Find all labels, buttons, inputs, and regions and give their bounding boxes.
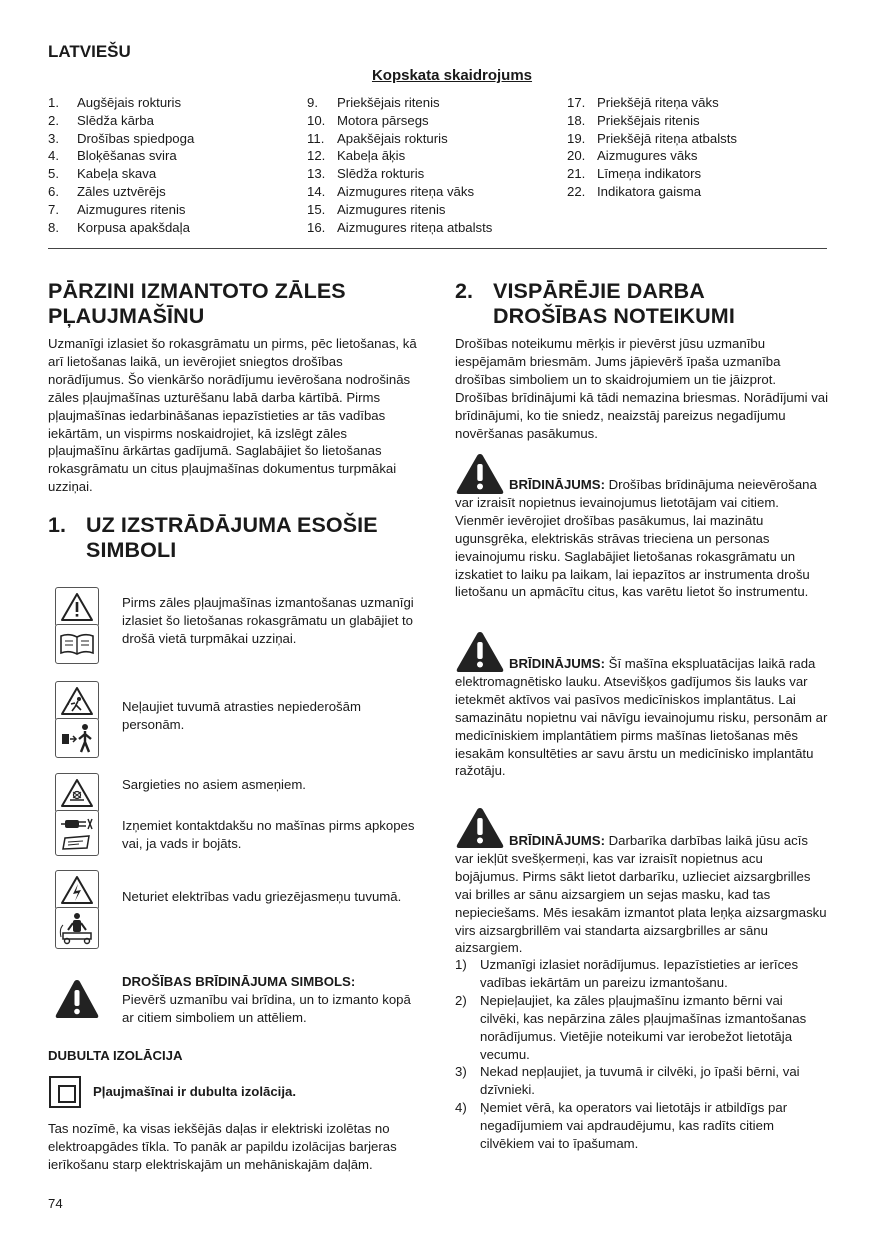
double-insulation-icon [49, 1076, 81, 1108]
double-insulation-label: Pļaujmašīnai ir dubulta izolācija. [93, 1084, 296, 1099]
list-item: 15. Aizmugures ritenis [307, 201, 446, 217]
electric-hazard-icon [55, 870, 99, 910]
legend-column-1 [48, 94, 194, 236]
double-insulation-heading: DUBULTA IZOLĀCIJA [48, 1048, 183, 1063]
legend-column-3 [567, 94, 737, 201]
language-header: LATVIEŠU [48, 42, 131, 61]
list-item: 2) Nepieļaujiet, ka zāles pļaujmašīnu izmanto bērni vai cilvēki, kas nepārzina zāles pļaujmašīnas izmantošanas norādījumus. Vietējie noteikumi var ierobežot lietotāja vecumu. [455, 992, 807, 1062]
list-item: 7. Aizmugures ritenis [48, 201, 186, 217]
safety-alert-icon [54, 978, 100, 1020]
intro-paragraph: Uzmanīgi izlasiet šo rokasgrāmatu un pirms, pēc lietošanas, kā arī lietošanas laikā, un ievērojiet sniegtos drošības norādījumus. Šo vienkāršo norādījumu ievērošana nodrošinās zāles pļaujmašīnas uzturēšanu labā darba kārtībā. Pirms pļaujmašīnas iedarbināšanas iepazīstieties ar tās vadības iekārtām, un vispirms noskaidrojiet, kā izslēgt zāles pļaujmašīnu ārkārtas gadījumā. Saglabājiet šo lietošanas rokasgrāmatu un citus pļaujmašīnas dokumentus turpmākai uzziņai. [48, 336, 417, 495]
symbols-heading: 1. UZ IZSTRĀDĀJUMA ESOŠIE SIMBOLI [48, 513, 378, 562]
list-item: 5. Kabeļa skava [48, 166, 157, 182]
list-item: 4) Ņemiet vērā, ka operators vai lietotājs ir atbildīgs par negadījumiem vai apdraudējumu, kas radīts citiem cilvēkiem vai to īpašumam. [455, 1100, 788, 1152]
list-item: 9. Priekšējais ritenis [307, 95, 440, 110]
intro-heading: PĀRZINI IZMANTOTO ZĀLES PĻAUJMAŠĪNU [48, 279, 346, 328]
list-item: 12. Kabeļa āķis [307, 148, 406, 164]
list-item: 18. Priekšējais ritenis [567, 112, 700, 128]
legend-column-2 [307, 94, 492, 236]
list-item: 19. Priekšējā riteņa atbalsts [567, 130, 738, 146]
general-safety-heading: 2. VISPĀRĒJIE DARBA DROŠĪBAS NOTEIKUMI [455, 279, 735, 328]
list-item: 2. Slēdža kārba [48, 112, 154, 128]
symbol-text: Izņemiet kontaktdakšu no mašīnas pirms apkopes vai, ja vads ir bojāts. [122, 818, 415, 851]
thrown-objects-warning-icon [55, 681, 99, 721]
sharp-blades-warning-icon [55, 773, 99, 813]
safety-rules-list [455, 956, 825, 1153]
list-item: 4. Bloķēšanas svira [48, 148, 177, 164]
symbol-text: Sargieties no asiem asmeņiem. [122, 777, 306, 792]
symbol-text: Pirms zāles pļaujmašīnas izmantošanas uzmanīgi izlasiet šo lietošanas rokasgrāmatu un glabājiet to drošā vietā turpmākai uzziņai. [122, 595, 414, 646]
warning-symbol-block: DROŠĪBAS BRĪDINĀJUMA SIMBOLS: Pievērš uzmanību vai brīdina, un to izmanto kopā ar citiem simboliem un attēliem. [122, 974, 411, 1025]
list-item: 22. Indikatora gaisma [567, 183, 702, 199]
double-insulation-text: Tas nozīmē, ka visas iekšējās daļas ir elektriski izolētas no elektroapgādes tīkla. To panāk ar papildu izolācijas barjeras ierīkošanu starp elektriskajām un mehāniskajām daļām. [48, 1121, 397, 1172]
warning-paragraph: BRĪDINĀJUMS: Šī mašīna ekspluatācijas laikā rada elektromagnētisko lauku. Atsevišķos gadījumos šis lauks var ietekmēt aktīvos vai pasīvos medicīniskos implantātus. Lai samazinātu nopietnu vai nāvīgu ievainojumu risku, personām ar medicīniskiem implantātiem pirms mašīnas lietošanas mēs iesakām konsultēties ar savu ārstu un medicīnisko implantātu ražotāju. [455, 656, 828, 779]
list-item: 14. Aizmugures riteņa vāks [307, 183, 475, 199]
list-item: 3. Drošības spiedpoga [48, 130, 195, 146]
list-item: 10. Motora pārsegs [307, 112, 429, 128]
warning-paragraph: BRĪDINĀJUMS: Drošības brīdinājuma neievērošana var izraisīt nopietnus ievainojumus lietotājam vai citiem. Vienmēr ievērojiet drošības pasākumus, lai mazinātu ugunsgrēka, elektriskās strāvas trieciena un personas ievainojumu risku. Saglabājiet lietošanas rokasgrāmatu un izskatiet to laiku pa laikam, lai iepazītos ar instrumenta drošu lietošanu un apmācītu citus, kas varētu lietot šo instrumentu. [455, 477, 817, 600]
page-number: 74 [48, 1196, 63, 1211]
general-safety-intro: Drošības noteikumu mērķis ir pievērst jūsu uzmanību iespējamām briesmām. Jums jāpievērš īpaša uzmanība drošības simboliem un to skaidrojumiem un tie jāizprot. Drošības brīdinājumi kā tādi nemazina briesmas. Norādījumi vai brīdinājumi, ko tie sniedz, neaizstāj pareizus negadījumu novēršanas pasākumus. [455, 336, 829, 441]
symbol-text: Neturiet elektrības vadu griezējasmeņu tuvumā. [122, 889, 402, 904]
list-item: 21. Līmeņa indikators [567, 166, 702, 182]
list-item: 13. Slēdža rokturis [307, 166, 425, 182]
warning-paragraph: BRĪDINĀJUMS: Darbarīka darbības laikā jūsu acīs var iekļūt svešķermeņi, kas var izraisīt nopietnus acu bojājumus. Pirms sākt lietot darbarīku, uzlieciet aizsargbrilles vai brilles ar sānu aizsargiem un sejas masku, kad tas nepieciešams. Mēs iesakām izmantot plata leņķa aizsargmasku virs aizsargbrillēm vai standarta aizsargbrilles ar sānu aizsargiem. [455, 833, 827, 956]
manual-book-icon [55, 624, 99, 664]
list-item: 11. Apakšējais rokturis [307, 130, 448, 146]
keep-bystanders-away-icon [55, 718, 99, 758]
section-divider [48, 248, 827, 249]
unplug-icon [55, 810, 99, 856]
list-item: 6. Zāles uztvērējs [48, 183, 166, 199]
list-item: 3) Nekad nepļaujiet, ja tuvumā ir cilvēki, jo īpaši bērni, vai dzīvnieki. [455, 1064, 800, 1098]
legend-title: Kopskata skaidrojums [371, 67, 533, 84]
list-item: 1. Augšējais rokturis [48, 95, 182, 110]
list-item: 1) Uzmanīgi izlasiet norādījumus. Iepazīstieties ar ierīces vadības iekārtām un pareizu izmantošanu. [455, 957, 799, 990]
list-item: 17. Priekšējā riteņa vāks [567, 95, 719, 110]
list-item: 16. Aizmugures riteņa atbalsts [307, 219, 493, 235]
list-item: 20. Aizmugures vāks [567, 148, 698, 164]
cord-away-from-blade-icon [55, 907, 99, 949]
symbol-text: Neļaujiet tuvumā atrasties nepiederošām personām. [122, 699, 361, 732]
warning-triangle-icon [55, 587, 99, 627]
list-item: 8. Korpusa apakšdaļa [48, 219, 190, 235]
